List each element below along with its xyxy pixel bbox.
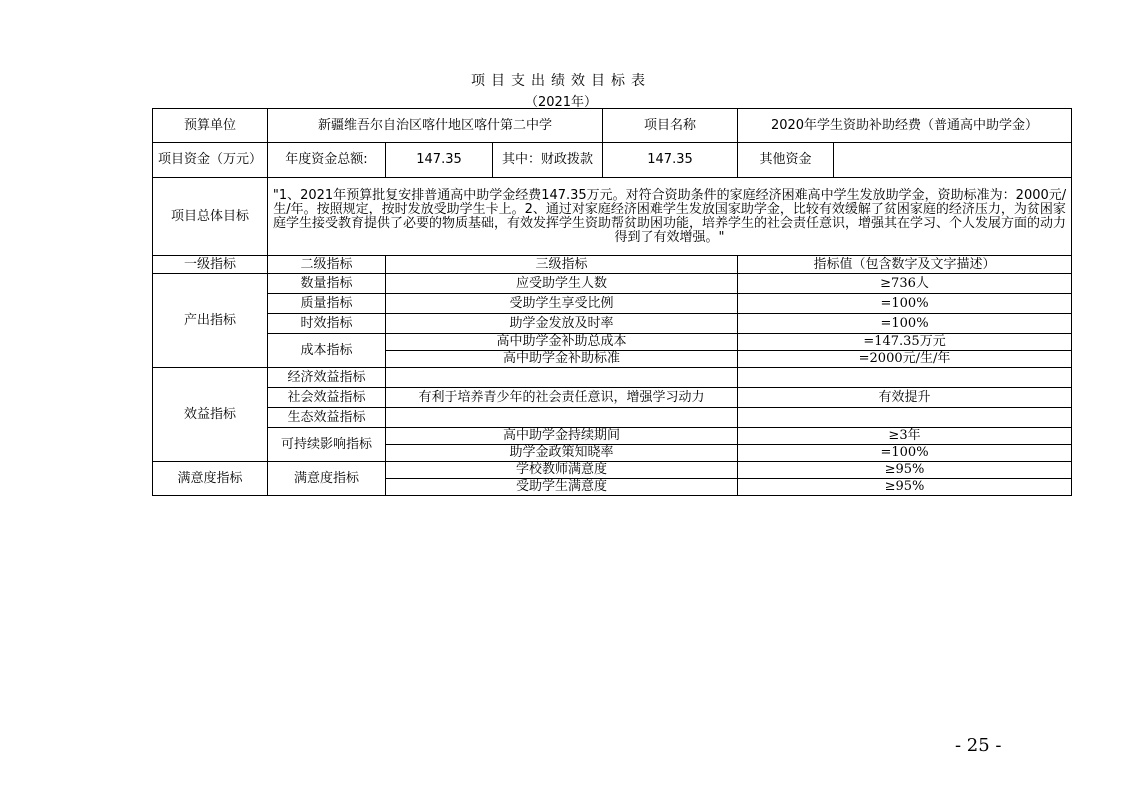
timeliness-indicator-name: 助学金发放及时率 [386, 314, 738, 334]
economic-benefit-name [386, 368, 738, 388]
fiscal-appropriation-value: 147.35 [603, 143, 738, 178]
quality-indicator-label: 质量指标 [268, 294, 386, 314]
satisfaction-indicator-label: 满意度指标 [153, 462, 268, 496]
ecological-benefit-label: 生态效益指标 [268, 408, 386, 428]
funds-row [153, 143, 1072, 178]
overall-goal-text: "1、2021年预算批复安排普通高中助学金经费147.35万元。对符合资助条件的家庭经济困难高中学生发放助学金，资助标准为：2000元/生/年。按照规定，按时发放受助学生卡上。2、通过对家庭经济困难学生发放国家助学金，比较有效缓解了贫困家庭的经济压力，为贫困家庭学生接受教育提供了必要的物质基础，有效发挥学生资助帮贫助困功能，培养学生的社会责任意识，增强其在学习、个人发展方面的动力得到了有效增强。" [268, 178, 1072, 256]
social-benefit-value: 有效提升 [738, 388, 1072, 408]
performance-goal-table [152, 108, 1072, 496]
cost-indicator-name-2: 高中助学金补助标准 [386, 351, 738, 368]
other-funds-value [834, 143, 1072, 178]
table-row [153, 408, 1072, 428]
overall-goal-label: 项目总体目标 [153, 178, 268, 256]
quantity-indicator-name: 应受助学生人数 [386, 274, 738, 294]
satisfaction-sub-label: 满意度指标 [268, 462, 386, 496]
satisfaction-value-1: ≥95% [738, 462, 1072, 479]
output-indicator-label: 产出指标 [153, 274, 268, 368]
ecological-benefit-value [738, 408, 1072, 428]
indicator-header-row [153, 256, 1072, 274]
timeliness-indicator-label: 时效指标 [268, 314, 386, 334]
cost-indicator-value-1: =147.35万元 [738, 334, 1072, 351]
project-funds-label: 项目资金（万元） [153, 143, 268, 178]
cost-indicator-name-1: 高中助学金补助总成本 [386, 334, 738, 351]
table-row [153, 388, 1072, 408]
sustainable-impact-name-1: 高中助学金持续期间 [386, 428, 738, 445]
project-name-value: 2020年学生资助补助经费（普通高中助学金） [738, 109, 1072, 143]
cost-indicator-label: 成本指标 [268, 334, 386, 368]
satisfaction-value-2: ≥95% [738, 479, 1072, 496]
social-benefit-label: 社会效益指标 [268, 388, 386, 408]
sustainable-impact-name-2: 助学金政策知晓率 [386, 445, 738, 462]
table-row [153, 294, 1072, 314]
economic-benefit-value [738, 368, 1072, 388]
level2-header: 二级指标 [268, 256, 386, 274]
table-row [153, 334, 1072, 351]
page-number: - 25 - [955, 735, 1002, 756]
table-row [153, 274, 1072, 294]
table-row [153, 462, 1072, 479]
form-title: 项目支出绩效目标表 [471, 73, 651, 89]
table-row [153, 314, 1072, 334]
form-year: （2021年） [524, 95, 598, 110]
sustainable-impact-label: 可持续影响指标 [268, 428, 386, 462]
level3-header: 三级指标 [386, 256, 738, 274]
satisfaction-name-1: 学校教师满意度 [386, 462, 738, 479]
quantity-indicator-label: 数量指标 [268, 274, 386, 294]
level1-header: 一级指标 [153, 256, 268, 274]
budget-unit-label: 预算单位 [153, 109, 268, 143]
annual-total-value: 147.35 [386, 143, 493, 178]
table-row [153, 368, 1072, 388]
goal-row [153, 178, 1072, 256]
quantity-indicator-value: ≥736人 [738, 274, 1072, 294]
other-funds-label: 其他资金 [738, 143, 834, 178]
budget-unit-value: 新疆维吾尔自治区喀什地区喀什第二中学 [268, 109, 603, 143]
quality-indicator-value: =100% [738, 294, 1072, 314]
ecological-benefit-name [386, 408, 738, 428]
indicator-value-header: 指标值（包含数字及文字描述） [738, 256, 1072, 274]
sustainable-impact-value-1: ≥3年 [738, 428, 1072, 445]
unit-row [153, 109, 1072, 143]
timeliness-indicator-value: =100% [738, 314, 1072, 334]
annual-total-label: 年度资金总额: [268, 143, 386, 178]
sustainable-impact-value-2: =100% [738, 445, 1072, 462]
social-benefit-name: 有利于培养青少年的社会责任意识，增强学习动力 [386, 388, 738, 408]
fiscal-appropriation-label: 其中：财政拨款 [493, 143, 603, 178]
project-name-label: 项目名称 [603, 109, 738, 143]
quality-indicator-name: 受助学生享受比例 [386, 294, 738, 314]
benefit-indicator-label: 效益指标 [153, 368, 268, 462]
table-row [153, 428, 1072, 445]
economic-benefit-label: 经济效益指标 [268, 368, 386, 388]
satisfaction-name-2: 受助学生满意度 [386, 479, 738, 496]
cost-indicator-value-2: =2000元/生/年 [738, 351, 1072, 368]
